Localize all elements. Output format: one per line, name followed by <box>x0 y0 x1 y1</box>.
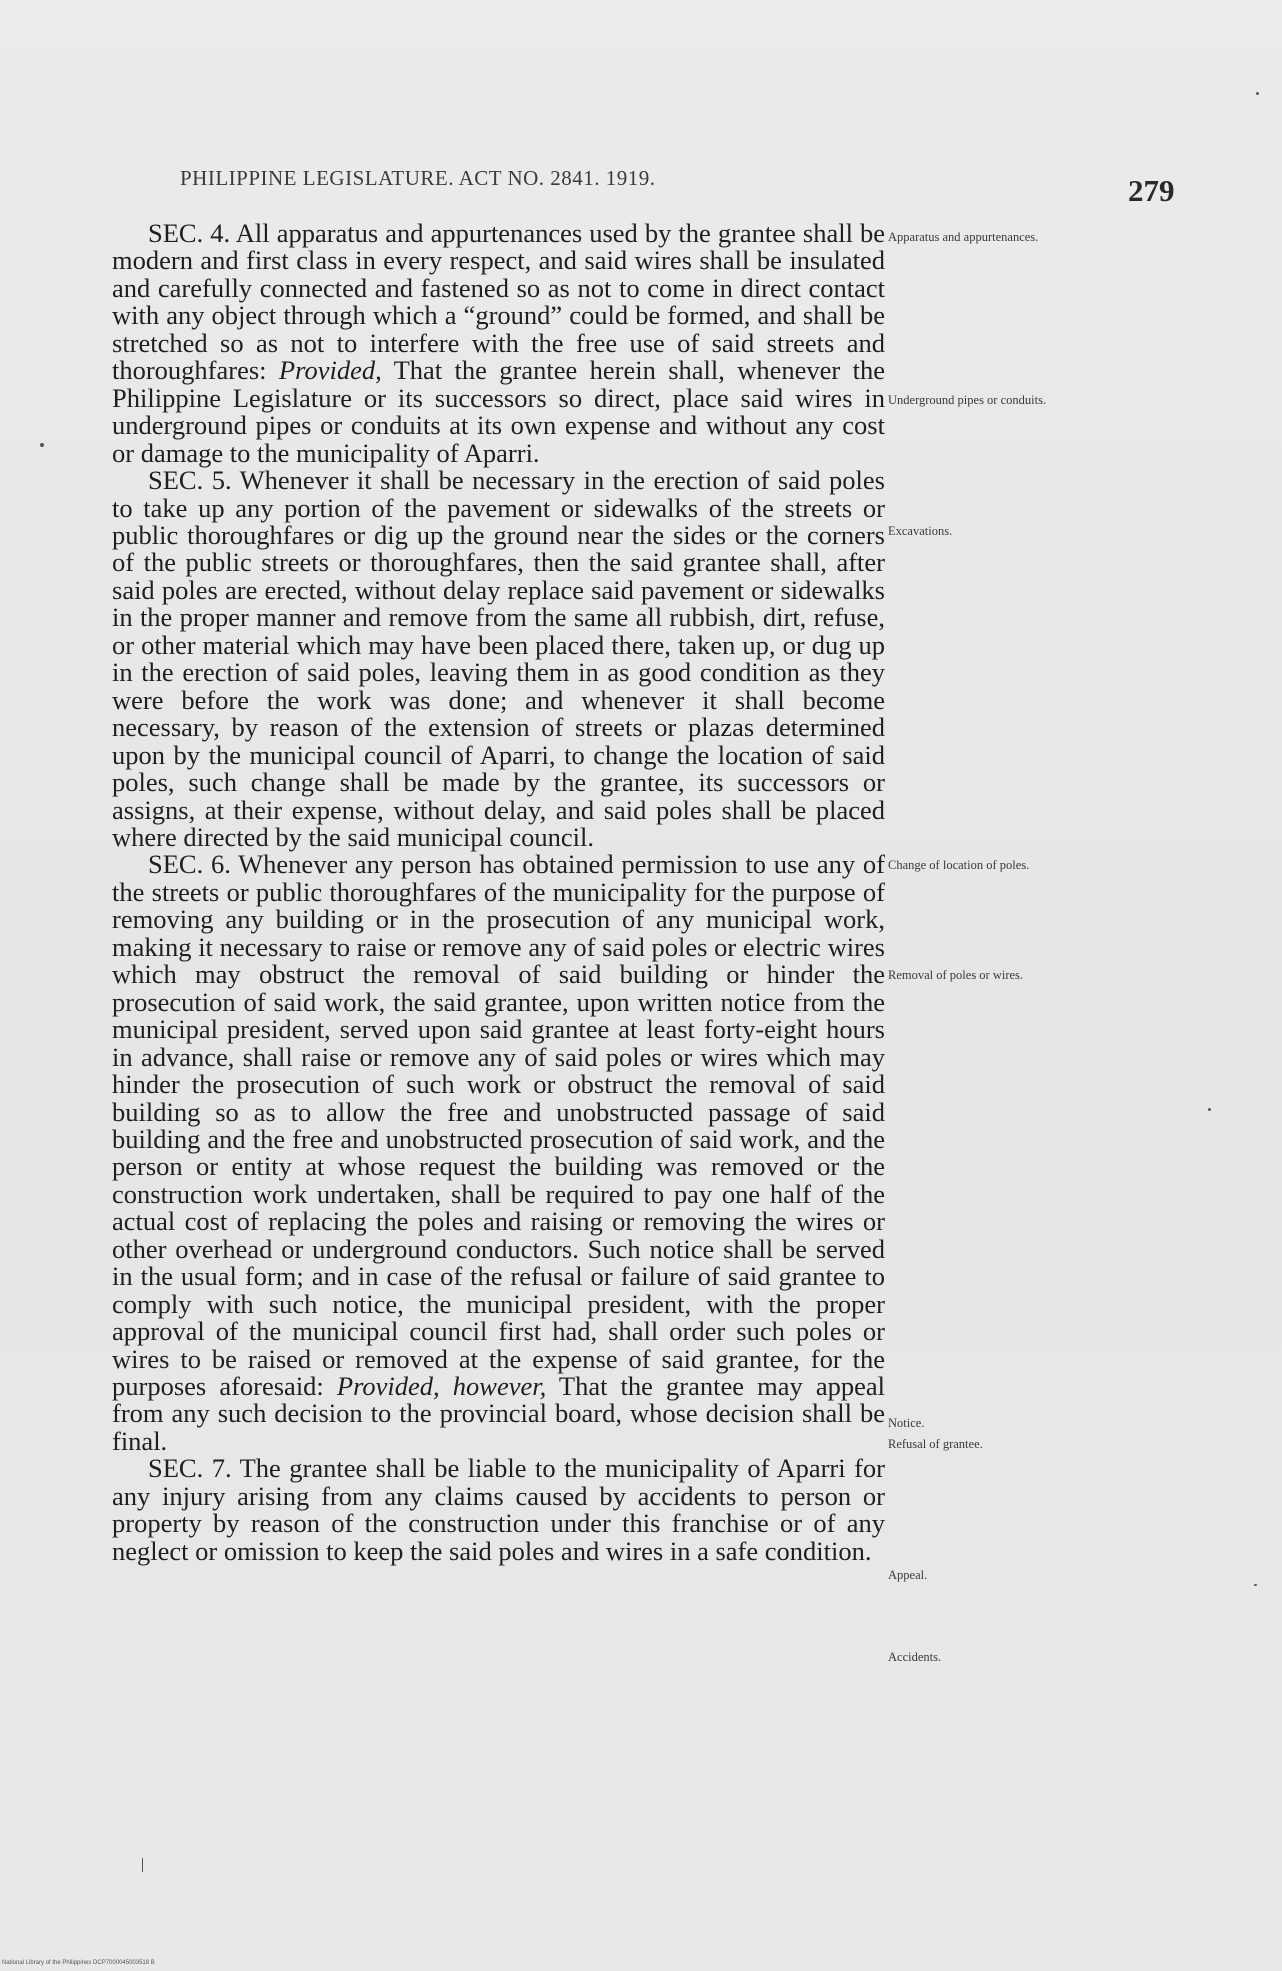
section-6-text: Whenever any person has obtained permission to use any of the streets or public thoroughfares of the municipality for the purpose of removing any building or in the prosecution of any municipal work, making it necessary to raise or remove any of said poles or electric wires which may obstruct the removal of said building or hinder the prosecution of said work, the said grantee, upon written notice from the municipal president, served upon said grantee at least forty-eight hours in advance, shall raise or remove any of said poles or wires which may hinder the prosecution of such work or obstruct the removal of said building so as to allow the free and unobstructed passage of said building and the free and unobstructed prosecution of said work, and the person or entity at whose request the building was removed or the construction work undertaken, shall be required to pay one half of the actual cost of replacing the poles and raising or removing the wires or other overhead or underground conductors. Such notice shall be served in the usual form; and in case of the refusal or failure of said grantee to comply with such notice, the municipal president, with the proper approval of the municipal council first had, shall order such poles or wires to be raised or removed at the expense of said grantee, for the purposes aforesaid: <box>112 849 885 1402</box>
margin-note-removal-of-poles: Removal of poles or wires. <box>888 968 1024 982</box>
page-number: 279 <box>1128 173 1175 208</box>
body-text <box>112 220 885 1565</box>
margin-note-accidents: Accidents. <box>888 1650 942 1664</box>
section-6-text-after: That the grantee may appeal from any such decision to the provincial board, whose decision shall be final. <box>112 1371 885 1456</box>
margin-note-apparatus: Apparatus and appurtenances. <box>888 230 1039 244</box>
margin-note-underground-pipes: Underground pipes or conduits. <box>888 393 1047 407</box>
section-4-proviso: Provided, <box>278 355 382 386</box>
section-5-paragraph <box>112 467 885 851</box>
section-7-text: The grantee shall be liable to the municipality of Aparri for any injury arising from any claims caused by accidents to person or property by reason of the construction under this franchise or of any neglect or omission to keep the said poles and wires in a safe condition. <box>112 1453 885 1566</box>
margin-note-appeal: Appeal. <box>888 1568 928 1582</box>
scan-footer: National Library of the Philippines DCP7000045003518 B <box>2 1960 155 1966</box>
section-7-paragraph <box>112 1455 885 1565</box>
paper-speck <box>40 443 44 447</box>
section-5-heading: SEC. 5. <box>148 465 232 496</box>
margin-note-change-of-location: Change of location of poles. <box>888 858 1030 872</box>
section-4-text: All apparatus and appurtenances used by the grantee shall be modern and first class in every respect, and said wires shall be insulated and carefully connected and fastened so as not to come in direct contact with any object through which a “ground” could be formed, and shall be stretched so as not to interfere with the free use of said streets and thoroughfares: <box>112 218 885 386</box>
section-6-heading: SEC. 6. <box>148 849 231 880</box>
margin-note-refusal: Refusal of grantee. <box>888 1437 983 1451</box>
margin-note-notice: Notice. <box>888 1416 925 1430</box>
section-4-paragraph <box>112 220 885 467</box>
margin-note-excavations: Excavations. <box>888 524 953 538</box>
section-7-heading: SEC. 7. <box>148 1453 232 1484</box>
section-4-text-after: That the grantee herein shall, whenever the Philippine Legislature or its successors so direct, place said wires in underground pipes or conduits at its own expense and without any cost or damage to the municipality of Aparri. <box>112 355 885 468</box>
paper-speck <box>1254 1584 1257 1586</box>
paper-speck <box>1208 1108 1211 1111</box>
section-4-heading: SEC. 4. <box>148 218 231 248</box>
section-6-paragraph <box>112 851 885 1455</box>
section-5-text: Whenever it shall be necessary in the erection of said poles to take up any portion of the pavement or sidewalks of the streets or public thoroughfares or dig up the ground near the sides or the corners of the public streets or thoroughfares, then the said grantee shall, after said poles are erected, without delay replace said pavement or sidewalks in the proper manner and remove from the same all rubbish, dirt, refuse, or other material which may have been placed there, taken up, or dug up in the erection of said poles, leaving them in as good condition as they were before the work was done; and whenever it shall become necessary, by reason of the extension of streets or plazas determined upon by the municipal council of Aparri, to change the location of said poles, such change shall be made by the grantee, its successors or assigns, at their expense, without delay, and said poles shall be placed where directed by the said municipal council. <box>112 465 885 852</box>
paper-speck <box>1256 92 1259 95</box>
section-6-proviso: Provided, however, <box>336 1371 547 1402</box>
paper-mark <box>142 1858 143 1872</box>
running-head: PHILIPPINE LEGISLATURE. ACT NO. 2841. 1919. <box>180 166 656 190</box>
